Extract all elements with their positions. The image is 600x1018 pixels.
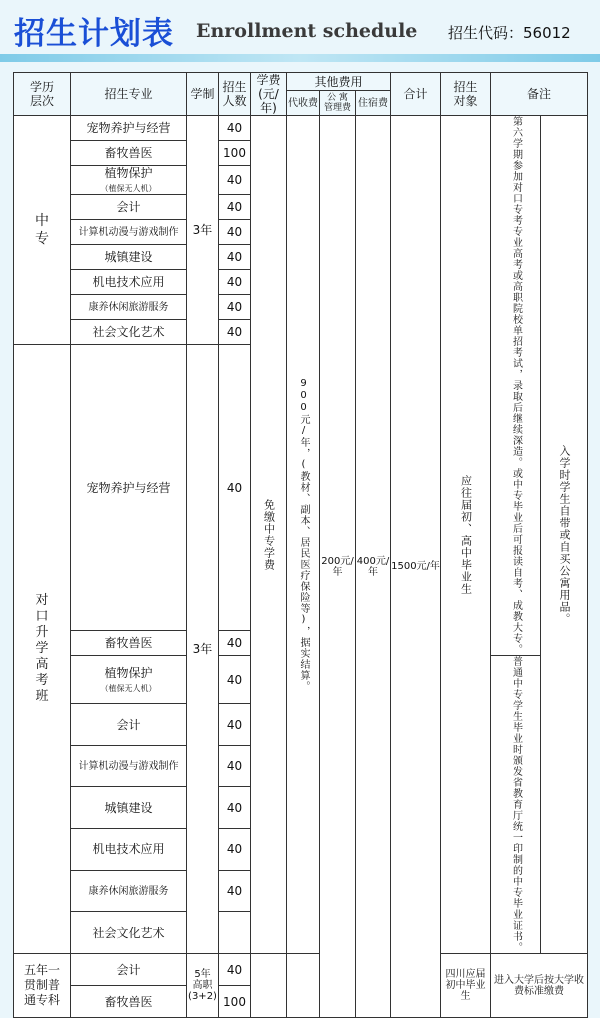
quota-cell: 100 bbox=[219, 986, 251, 1018]
quota-cell: 40 bbox=[219, 166, 251, 195]
major-cell bbox=[71, 166, 187, 195]
page-title-english: Enrollment schedule bbox=[196, 20, 418, 42]
remark-cell-a bbox=[491, 116, 541, 656]
col-header-quota: 招生 人数 bbox=[219, 73, 251, 116]
quota-cell: 40 bbox=[219, 870, 251, 912]
major-cell: 计算机动漫与游戏制作 bbox=[71, 745, 187, 787]
duration-cell: 3年 bbox=[187, 116, 219, 345]
level-five-year: 五年一 贯制普 通专科 bbox=[14, 954, 71, 1018]
major-cell: 机电技术应用 bbox=[71, 270, 187, 295]
major-cell: 城镇建设 bbox=[71, 787, 187, 829]
major-name: 植物保护 bbox=[104, 665, 153, 680]
col-header-apartment-fee: 公 寓 管理费 bbox=[320, 91, 356, 116]
agency-fee-text: 900元/年，(教材、副本、居民医疗保险等)，据实结算。 bbox=[298, 377, 309, 692]
enrollment-code: 招生代码：56012 bbox=[448, 24, 571, 42]
major-cell: 社会文化艺术 bbox=[71, 912, 187, 954]
quota-cell: 40 bbox=[219, 245, 251, 270]
remark-text-a: 第六学期参加对口专考专业高考或高职院校单招考试，录取后继续深造。或中专毕业后可报读自考、成教大专。 bbox=[510, 116, 522, 655]
major-cell: 机电技术应用 bbox=[71, 829, 187, 871]
page-title: 招生计划表 bbox=[14, 16, 174, 52]
remark-text-b: 普通中专学生毕业时颁发省教育厅统一印制的中专毕业证书。 bbox=[510, 656, 522, 953]
quota-cell: 40 bbox=[219, 270, 251, 295]
remark-cell-c bbox=[541, 116, 588, 954]
major-cell: 宠物养护与经营 bbox=[71, 116, 187, 141]
quota-cell: 40 bbox=[219, 320, 251, 345]
target-cell-five-year: 四川应届初中毕业生 bbox=[441, 954, 491, 1018]
major-cell: 康养休闲旅游服务 bbox=[71, 870, 187, 912]
major-sub: （植保无人机） bbox=[100, 184, 157, 193]
agency-fee-cell-empty bbox=[287, 954, 320, 1018]
major-cell bbox=[71, 656, 187, 704]
col-header-other-fees: 其他费用 bbox=[287, 73, 391, 91]
tuition-text: 免缴中专学费 bbox=[262, 498, 276, 571]
duration-cell: 5年 高职 (3+2) bbox=[187, 954, 219, 1018]
quota-cell: 40 bbox=[219, 745, 251, 787]
quota-cell: 40 bbox=[219, 631, 251, 656]
target-text: 应往届初、高中毕业生 bbox=[459, 474, 473, 595]
apartment-fee-cell: 200元/年 bbox=[320, 116, 356, 1018]
major-cell: 畜牧兽医 bbox=[71, 986, 187, 1018]
major-cell: 会计 bbox=[71, 195, 187, 220]
target-cell bbox=[441, 116, 491, 954]
header-accent-bar bbox=[0, 54, 600, 62]
col-header-lodging-fee: 住宿费 bbox=[356, 91, 391, 116]
major-cell: 会计 bbox=[71, 704, 187, 746]
major-cell: 畜牧兽医 bbox=[71, 631, 187, 656]
quota-cell: 40 bbox=[219, 195, 251, 220]
major-cell: 宠物养护与经营 bbox=[71, 345, 187, 631]
quota-cell: 100 bbox=[219, 141, 251, 166]
quota-cell: 40 bbox=[219, 704, 251, 746]
quota-cell: 40 bbox=[219, 954, 251, 986]
major-cell: 城镇建设 bbox=[71, 245, 187, 270]
col-header-tuition: 学费 (元/年) bbox=[251, 73, 287, 116]
quota-cell: 40 bbox=[219, 116, 251, 141]
quota-cell: 40 bbox=[219, 295, 251, 320]
lodging-fee-cell: 400元/年 bbox=[356, 116, 391, 1018]
level-zhongzhuan: 中 专 bbox=[14, 116, 71, 345]
tuition-cell bbox=[251, 116, 287, 954]
quota-cell: 40 bbox=[219, 345, 251, 631]
major-cell: 计算机动漫与游戏制作 bbox=[71, 220, 187, 245]
col-header-target: 招生 对象 bbox=[441, 73, 491, 116]
col-header-duration: 学制 bbox=[187, 73, 219, 116]
tuition-cell-empty bbox=[251, 954, 287, 1018]
remark-cell-b bbox=[491, 656, 541, 954]
major-cell: 畜牧兽医 bbox=[71, 141, 187, 166]
major-sub: （植保无人机） bbox=[100, 683, 157, 693]
major-cell: 会计 bbox=[71, 954, 187, 986]
duration-cell: 3年 bbox=[187, 345, 219, 954]
remark-cell-d: 进入大学后按大学收费标准缴费 bbox=[491, 954, 588, 1018]
header bbox=[0, 0, 600, 64]
major-name: 植物保护 bbox=[104, 166, 153, 180]
col-header-level: 学历 层次 bbox=[14, 73, 71, 116]
col-header-agency-fee: 代收费 bbox=[287, 91, 320, 116]
quota-cell: 40 bbox=[219, 829, 251, 871]
level-gaokao-class: 对 口 升 学 高 考 班 bbox=[14, 345, 71, 954]
quota-cell: 40 bbox=[219, 656, 251, 704]
quota-cell bbox=[219, 912, 251, 954]
col-header-major: 招生专业 bbox=[71, 73, 187, 116]
col-header-total: 合计 bbox=[391, 73, 441, 116]
col-header-remarks: 备注 bbox=[491, 73, 588, 116]
quota-cell: 40 bbox=[219, 220, 251, 245]
quota-cell: 40 bbox=[219, 787, 251, 829]
enrollment-table bbox=[13, 72, 588, 1018]
agency-fee-cell bbox=[287, 116, 320, 954]
remark-text-c: 入学时学生自带或自买公寓用品。 bbox=[558, 444, 572, 625]
total-fee-cell: 1500元/年 bbox=[391, 116, 441, 1018]
major-cell: 社会文化艺术 bbox=[71, 320, 187, 345]
major-cell: 康养休闲旅游服务 bbox=[71, 295, 187, 320]
